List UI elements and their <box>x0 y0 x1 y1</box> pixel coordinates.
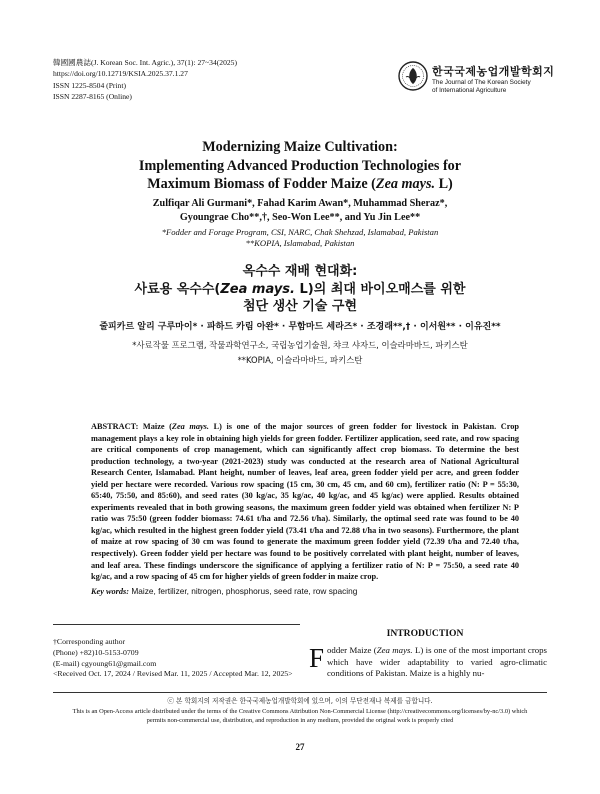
abstract-label: ABSTRACT: <box>91 422 139 431</box>
corresponding-author: †Corresponding author (Phone) +82)10-5153-0709 (E-mail) cgyoung61@gmail.com <Received Oct. 17, 2024 / Revised Mar. 11, 2025 / Accepted Mar. 12, 2025> <box>53 637 293 679</box>
journal-header <box>53 57 237 102</box>
society-emblem-icon <box>398 61 428 91</box>
footnote-divider <box>53 624 300 625</box>
society-english-name: The Journal of The Korean Society of International Agriculture <box>432 79 531 94</box>
keywords-label: Key words: <box>91 587 130 596</box>
author-list: Zulfiqar Ali Gurmani*, Fahad Karim Awan*, Muhammad Sheraz*, Gyoungrae Cho**,†, Seo-Won Lee**, and Yu Jin Lee** <box>152 198 448 223</box>
journal-citation: 韓國國農誌(J. Korean Soc. Int. Agric.), 37(1): 27~34(2025) <box>53 58 238 67</box>
copyright-notice: ⓒ 본 학회지의 저작권은 한국국제농업개발학회에 있으며, 이의 무단전재나 복제를 금합니다. <box>167 697 433 705</box>
paper-title: Modernizing Maize Cultivation: Implementing Advanced Production Technologies for Maximum Biomass of Fodder Maize (Zea mays. L) <box>138 139 462 192</box>
korean-author-list: 줄피카르 알리 구루마이* · 파하드 카림 아완* · 무함마드 세라즈* · 조경래**,† · 이서원** · 이유진** <box>99 322 501 332</box>
introduction-heading: INTRODUCTION <box>386 628 464 639</box>
page-number: 27 <box>295 742 305 752</box>
society-korean-name: 한국국제농업개발학회지 <box>432 65 555 78</box>
issn-online: ISSN 2287-8165 (Online) <box>53 91 132 101</box>
dropcap: F <box>309 643 325 673</box>
license-divider <box>53 692 547 693</box>
keywords <box>91 586 519 596</box>
issn-print: ISSN 1225-8504 (Print) <box>53 80 126 90</box>
abstract: ABSTRACT: Maize (Zea mays. L) is one of the major sources of green fodder for livestock in Pakistan. Crop management plays a key role in obtaining high yields for green fodder. Fertilizer application, seed rate, and row spacing are critical components of crop management, which can significantly affect crop biomass. To determine the best production technology, a two-year (2021-2023) study was conducted at the research area of National Agricultural Research Center, Islamabad. Plant height, number of leaves, leaf area, green fodder yield per acre, and green fodder yield per hectare were recorded. Various row spacing (15 cm, 30 cm, 45 cm, and 60 cm), fertilizer ratio (N: P = 55:30, 65:40, 75:50, and 85:60), and seed rates (30 kg/ac, 35 kg/ac, 40 kg/ac, and 45 kg/ac) were applied. Results obtained experiments revealed that in both growing seasons, the maximum green fodder yield was obtained when fertilizer N: P ratio was 75:50 (green fodder biomass: 74.61 t/ha and 72.56 t/ha). Similarly, the optimal seed rate was found to be 40 kg/ac, which resulted in the highest green fodder yield (73.41 t/ha and 72.88 t/ha in two seasons). Furthermore, the plant of maize at row spacing of 30 cm was found to generate the maximum green fodder yield (72.39 t/ha and 72.40 t/ha, respectively). Green fodder yield per hectare was found to be positively correlated with plant height, number of leaves, and leaf area. These findings underscore the significance of applying a fertilizer ratio of N: P = 75:50, a seed rate 40 kg/ac, and a row spacing of 45 cm for higher yields of green fodder in maize crop. <box>91 422 520 582</box>
korean-affiliations: *사료작물 프로그램, 작물과학연구소, 국립농업기술원, 챠크 샤자드, 이슬라마바드, 파키스탄 **KOPIA, 이슬라마바드, 파키스탄 <box>132 340 468 365</box>
license-footer: ⓒ 본 학회지의 저작권은 한국국제농업개발학회에 있으며, 이의 무단전재나 복제를 금합니다. This is an Open-Access article distributed under the terms of the Creative Commons Attribution Non-Commercial License (http://creativecommons.org/licenses/by-nc/3.0) which permits non-commercial use, distribution, and reproduction in any medium, provided the original work is properly cited <box>53 697 547 726</box>
society-logo <box>398 57 555 97</box>
doi-link[interactable]: https://doi.org/10.12719/KSIA.2025.37.1.27 <box>53 69 188 79</box>
keywords-values: Maize, fertilizer, nitrogen, phosphorus, seed rate, row spacing <box>129 586 358 596</box>
abstract-body: L) is one of the major sources of green fodder for livestock in Pakistan. Crop management plays a key role in obtaining high yields for green fodder. Fertilizer application, seed rate, and row spacing are critical components of crop management, which can significantly affect crop biomass. To determine the best production technology, a two-year (2021-2023) study was conducted at the research area of National Agricultural Research Center, Islamabad. Plant height, number of leaves, leaf area, green fodder yield per acre, and green fodder yield per hectare were recorded. Various row spacing (15 cm, 30 cm, 45 cm, and 60 cm), fertilizer ratio (N: P = 55:30, 65:40, 75:50, and 85:60), and seed rates (30 kg/ac, 35 kg/ac, 40 kg/ac, and 45 kg/ac) were applied. Results obtained experiments revealed that in both growing seasons, the maximum green fodder yield was obtained when fertilizer N: P ratio was 75:50 (green fodder biomass: 74.61 t/ha and 72.56 t/ha). Similarly, the optimal seed rate was found to be 40 kg/ac, which resulted in the highest green fodder yield (73.41 t/ha and 72.88 t/ha in two seasons). Furthermore, the plant of maize at row spacing of 30 cm was found to generate the maximum green fodder yield (72.39 t/ha and 72.40 t/ha, respectively). Green fodder yield per hectare was found to be positively correlated with plant height, number of leaves, and leaf area. These findings underscore the significance of applying a fertilizer ratio of N: P = 75:50, a seed rate 40 kg/ac, and a row spacing of 45 cm for higher yields of green fodder in maize crop. <box>91 422 520 582</box>
affiliations: *Fodder and Forage Program, CSI, NARC, Chak Shehzad, Islamabad, Pakistan **KOPIA, Islamabad, Pakistan <box>161 227 439 248</box>
author-email[interactable]: (E-mail) cgyoung61@gmail.com <box>53 658 157 668</box>
introduction-text: Fodder Maize (Zea mays. L) is one of the most important crops which have wider adaptability to varied agro-climatic conditions of Pakistan. Maize is a highly nu- <box>309 643 547 679</box>
korean-title: 옥수수 재배 현대화: 사료용 옥수수(Zea mays. L)의 최대 바이오매스를 위한 첨단 생산 기술 구현 <box>134 264 466 314</box>
